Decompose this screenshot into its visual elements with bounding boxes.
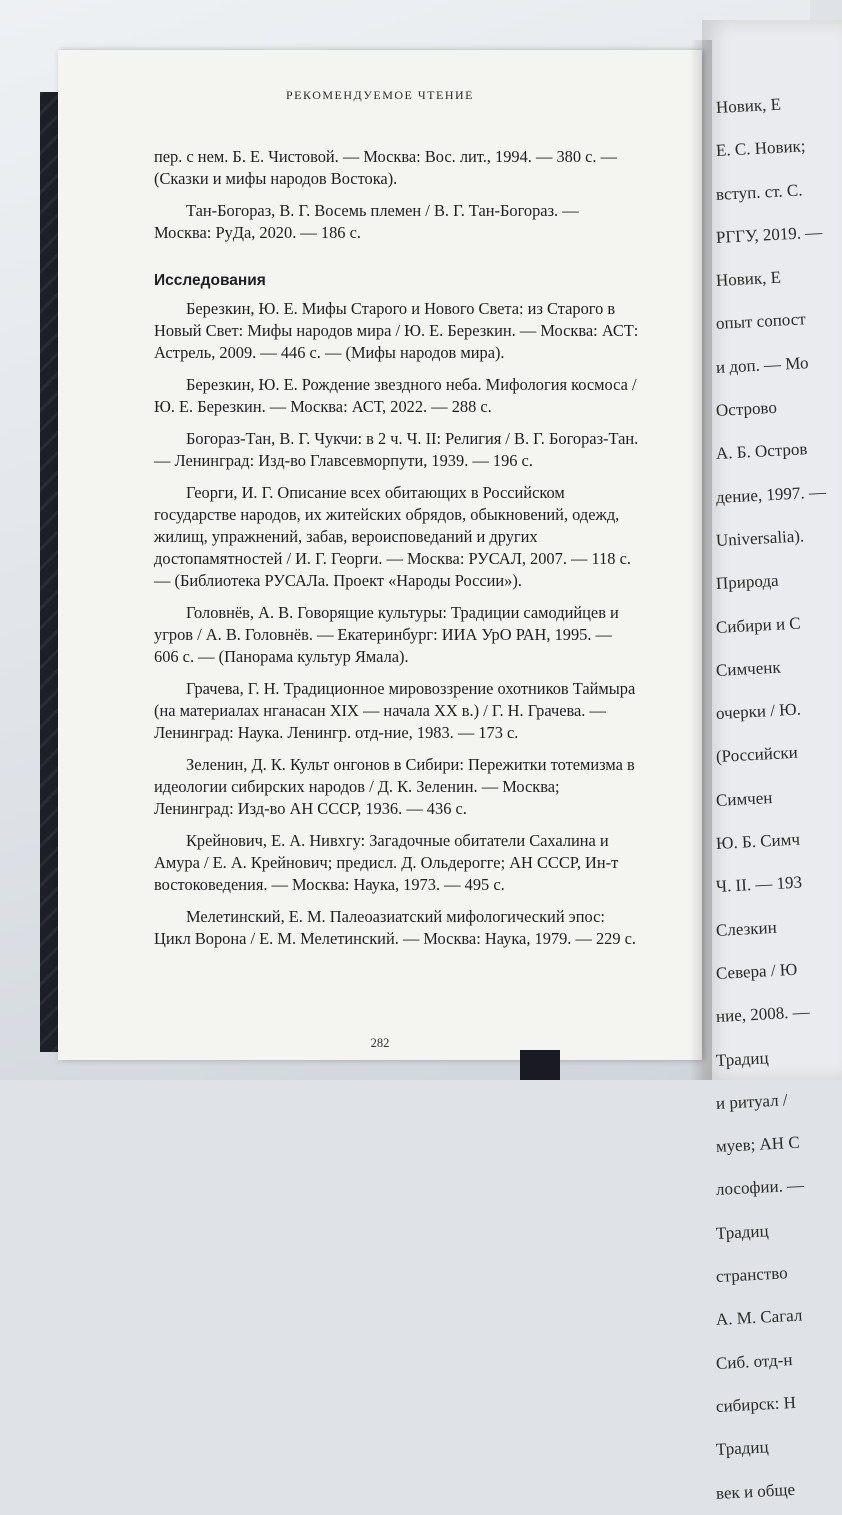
right-page-line: Новик, Е	[715, 94, 782, 117]
right-page-line: Сиб. отд-н	[715, 1349, 793, 1373]
right-page-line: Е. С. Новик;	[715, 136, 806, 161]
bibliography-entry: Грачева, Г. Н. Традиционное мировоззрение охотников Таймыра (на материалах нганасан XIX — начала XX в.) / Г. Н. Грачева. — Ленинград: Наука. Ленингр. отд-ние, 1983. — 173 с.	[154, 679, 636, 742]
right-page-line: опыт сопост	[715, 309, 807, 334]
bibliography-entry: Березкин, Ю. Е. Рождение звездного неба. Мифология космоса / Ю. Е. Березкин. — Москва: АСТ, 2022. — 288 с.	[154, 375, 637, 416]
right-page-line: А. Б. Остров	[715, 439, 808, 464]
right-page-line: странство	[715, 1263, 789, 1287]
bibliography-entry: Мелетинский, Е. М. Палеоазиатский мифологический эпос: Цикл Ворона / Е. М. Мелетинский. — Москва: Наука, 1979. — 229 с.	[154, 907, 637, 948]
right-page-line: ние, 2008. —	[715, 1002, 811, 1027]
right-page-line: дение, 1997. —	[715, 481, 827, 507]
left-page	[58, 50, 702, 1060]
bibliography-entry: Головнёв, А. В. Говорящие культуры: Традиции самодийцев и угров / А. В. Головнёв. — Екатеринбург: ИИА УрО РАН, 1995. — 606 с. — (Панорама культур Ямала).	[154, 603, 619, 666]
bibliography-entry: Березкин, Ю. Е. Мифы Старого и Нового Света: из Старого в Новый Свет: Мифы народов мира / Ю. Е. Березкин. — Москва: АСТ: Астрель, 2009. — 446 с. — (Мифы народов мира).	[154, 299, 639, 362]
continued-entry: пер. с нем. Б. Е. Чистовой. — Москва: Вос. лит., 1994. — 380 с. — (Сказки и мифы народов Востока).	[154, 147, 618, 188]
right-page-line: и ритуал /	[715, 1090, 788, 1113]
running-head: РЕКОМЕНДУЕМОЕ ЧТЕНИЕ	[286, 88, 474, 102]
right-page-line: и доп. — Мо	[715, 352, 809, 377]
right-page-line: вступ. ст. С.	[715, 180, 803, 204]
continued-entry: Тан-Богораз, В. Г. Восемь племен / В. Г. Тан-Богораз. — Москва: РуДа, 2020. — 186 с.	[154, 201, 579, 242]
right-page-line: Традиц	[715, 1047, 770, 1070]
right-page-line: Традиц	[715, 1437, 770, 1460]
bibliography-body	[154, 146, 640, 950]
right-page-line: сибирск: Н	[715, 1392, 797, 1416]
bibliography-entry: Крейнович, Е. А. Нивхгу: Загадочные обитатели Сахалина и Амура / Е. А. Крейнович; предисл. Д. Ольдерогге; АН СССР, Ин-т востоковедения. — Москва: Наука, 1973. — 495 с.	[154, 831, 619, 894]
right-page-line: лософии. —	[715, 1175, 805, 1200]
right-page-line: Симчен	[715, 787, 773, 810]
right-page-line: Симченк	[715, 657, 782, 680]
right-page-line: Слезкин	[715, 917, 778, 940]
right-page-line: А. М. Сагал	[715, 1305, 803, 1330]
right-page-line: Севера / Ю	[715, 959, 798, 983]
right-page-line: Новик, Е	[715, 267, 782, 291]
right-page-text	[716, 86, 826, 1515]
right-page-line: Ю. Б. Симч	[715, 829, 801, 854]
right-page	[702, 20, 842, 1503]
book-gutter	[690, 40, 712, 1080]
page-number: 282	[370, 1036, 390, 1050]
bibliography-entry: Богораз-Тан, В. Г. Чукчи: в 2 ч. Ч. II: Религия / В. Г. Богораз-Тан. — Ленинград: Изд-во Главсевморпути, 1939. — 196 с.	[154, 429, 639, 470]
right-page-line: очерки / Ю.	[715, 699, 802, 724]
right-page-line: Природа	[715, 571, 779, 594]
right-page-line: Сибири и С	[715, 613, 802, 637]
section-heading: Исследования	[154, 272, 266, 289]
right-page-line: РГГУ, 2019. —	[715, 222, 823, 247]
bibliography-entry: Зеленин, Д. К. Культ онгонов в Сибири: Пережитки тотемизма в идеологии сибирских народов / Д. К. Зеленин. — Москва; Ленинград: Изд-во АН СССР, 1936. — 436 с.	[154, 755, 635, 818]
right-page-line: Ч. II. — 193	[715, 872, 803, 897]
bibliography-entry: Георги, И. Г. Описание всех обитающих в Российском государстве народов, их житейских обрядов, обыкновений, одежд, жилищ, упражнений, забав, вероисповеданий и других достопамятностей / И. Г. Георги. — Москва: РУСАЛ, 2007. — 118 с. — (Библиотека РУСАЛа. Проект «Народы России»).	[154, 483, 631, 590]
right-page-line: век и обще	[715, 1479, 796, 1503]
right-page-line: Universalia).	[715, 526, 805, 550]
bookmark-ribbon	[520, 1050, 560, 1080]
right-page-line: Традиц	[715, 1220, 770, 1243]
right-page-line: Острово	[715, 397, 778, 421]
right-page-line: (Российски	[715, 743, 799, 767]
right-page-line: муев; АН С	[715, 1132, 801, 1157]
